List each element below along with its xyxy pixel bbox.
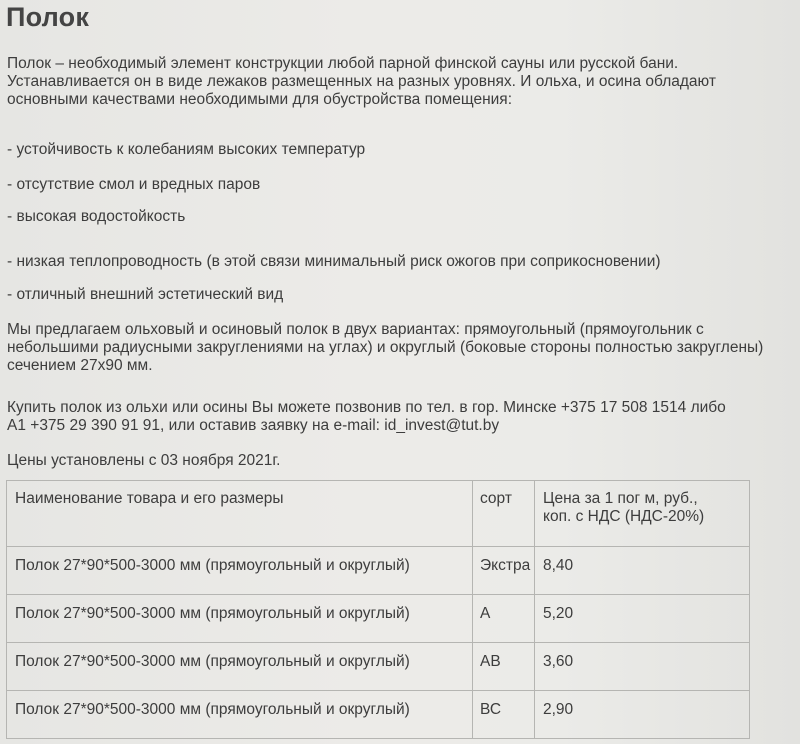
bullet-item: - низкая теплопроводность (в этой связи минимальный риск ожогов при соприкосновении) xyxy=(7,253,661,270)
contact-line: Купить полок из ольхи или осины Вы можете позвонив по тел. в гор. Минске +375 17 508 1514 либо xyxy=(7,399,726,416)
bullet-item: - устойчивость к колебаниям высоких температур xyxy=(7,141,366,158)
cell-name: Полок 27*90*500-3000 мм (прямоугольный и округлый) xyxy=(7,643,473,691)
offer-paragraph xyxy=(7,321,763,375)
prices-note: Цены установлены с 03 ноября 2021г. xyxy=(7,452,281,469)
cell-grade: АВ xyxy=(473,643,535,691)
header-price-line: Цена за 1 пог м, руб., xyxy=(543,490,698,507)
header-price-line: коп. с НДС (НДС-20%) xyxy=(543,508,705,525)
intro-line: Полок – необходимый элемент конструкции любой парной финской сауны или русской бани. xyxy=(7,55,679,72)
intro-line: Устанавливается он в виде лежаков размещенных на разных уровнях. И ольха, и осина обладают xyxy=(7,73,716,90)
table-row xyxy=(7,691,750,739)
table-row xyxy=(7,547,750,595)
bullet-item: - высокая водостойкость xyxy=(7,208,186,225)
cell-grade: А xyxy=(473,595,535,643)
price-table xyxy=(6,480,750,739)
table-header-row xyxy=(7,481,750,547)
intro-paragraph xyxy=(7,55,716,109)
cell-name: Полок 27*90*500-3000 мм (прямоугольный и округлый) xyxy=(7,691,473,739)
header-name: Наименование товара и его размеры xyxy=(7,481,473,547)
cell-name: Полок 27*90*500-3000 мм (прямоугольный и округлый) xyxy=(7,595,473,643)
offer-line: Мы предлагаем ольховый и осиновый полок в двух вариантах: прямоугольный (прямоугольник с xyxy=(7,321,704,338)
cell-grade: ВС xyxy=(473,691,535,739)
table-row xyxy=(7,595,750,643)
table-row xyxy=(7,643,750,691)
cell-price: 5,20 xyxy=(535,595,750,643)
offer-line: сечением 27x90 мм. xyxy=(7,357,153,374)
cell-price: 2,90 xyxy=(535,691,750,739)
bullet-item: - отличный внешний эстетический вид xyxy=(7,286,284,303)
cell-price: 8,40 xyxy=(535,547,750,595)
cell-price: 3,60 xyxy=(535,643,750,691)
offer-line: небольшими радиусными закруглениями на углах) и округлый (боковые стороны полностью закруглены) xyxy=(7,339,764,356)
page-title: Полок xyxy=(6,2,90,32)
contact-paragraph xyxy=(7,399,726,435)
cell-name: Полок 27*90*500-3000 мм (прямоугольный и округлый) xyxy=(7,547,473,595)
contact-line: А1 +375 29 390 91 91, или оставив заявку на e-mail: id_invest@tut.by xyxy=(7,417,500,434)
header-grade: сорт xyxy=(473,481,535,547)
intro-line: основными качествами необходимыми для обустройства помещения: xyxy=(7,91,513,108)
cell-grade: Экстра xyxy=(473,547,535,595)
header-price xyxy=(535,481,750,547)
bullet-item: - отсутствие смол и вредных паров xyxy=(7,176,261,193)
